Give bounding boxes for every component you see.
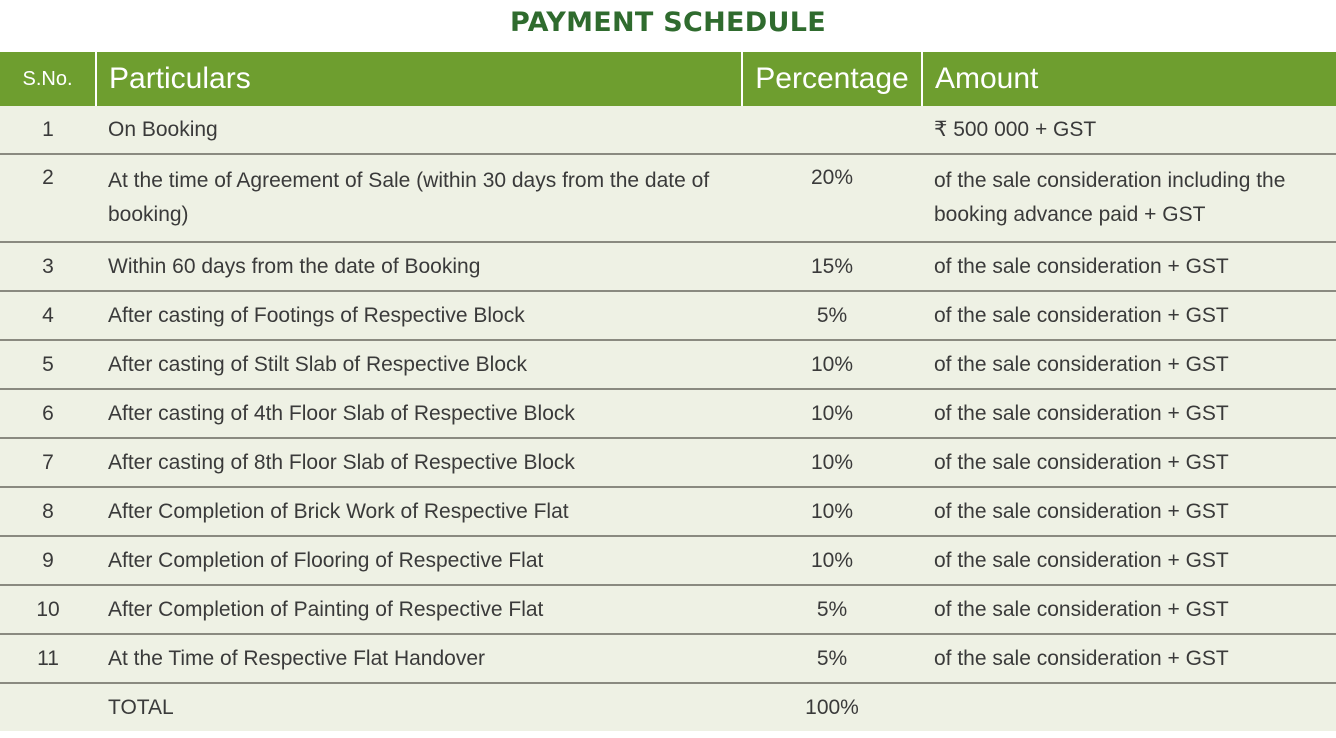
table-row: [0, 291, 1336, 340]
header-amount: Amount: [922, 52, 1336, 106]
row-amount: of the sale consideration + GST: [922, 536, 1336, 585]
table-row: [0, 487, 1336, 536]
row-particulars: After Completion of Painting of Respective Flat: [96, 585, 742, 634]
row-amount: of the sale consideration + GST: [922, 634, 1336, 683]
row-amount: of the sale consideration + GST: [922, 242, 1336, 291]
row-percentage: [742, 106, 922, 154]
row-particulars: Within 60 days from the date of Booking: [96, 242, 742, 291]
row-percentage: 10%: [742, 438, 922, 487]
row-percentage: 10%: [742, 487, 922, 536]
row-amount: of the sale consideration + GST: [922, 389, 1336, 438]
row-percentage: 10%: [742, 340, 922, 389]
row-percentage: 20%: [742, 154, 922, 242]
row-amount: of the sale consideration + GST: [922, 291, 1336, 340]
row-sno: 2: [0, 154, 96, 242]
row-amount: of the sale consideration including the booking advance paid + GST: [922, 154, 1336, 242]
total-amount-cell: [922, 683, 1336, 731]
table-row: [0, 340, 1336, 389]
row-sno: 1: [0, 106, 96, 154]
row-particulars: After casting of Footings of Respective Block: [96, 291, 742, 340]
table-header-row: [0, 52, 1336, 106]
header-sno: S.No.: [0, 52, 96, 106]
row-particulars: After Completion of Brick Work of Respective Flat: [96, 487, 742, 536]
row-amount: of the sale consideration + GST: [922, 585, 1336, 634]
row-particulars: At the Time of Respective Flat Handover: [96, 634, 742, 683]
row-sno: 9: [0, 536, 96, 585]
row-sno: 8: [0, 487, 96, 536]
row-sno: 5: [0, 340, 96, 389]
row-sno: 10: [0, 585, 96, 634]
row-particulars: On Booking: [96, 106, 742, 154]
row-sno: 11: [0, 634, 96, 683]
header-percentage: Percentage: [742, 52, 922, 106]
row-particulars: At the time of Agreement of Sale (within 30 days from the date of booking): [96, 154, 742, 242]
row-amount: of the sale consideration + GST: [922, 438, 1336, 487]
row-amount: of the sale consideration + GST: [922, 340, 1336, 389]
row-particulars: After Completion of Flooring of Respective Flat: [96, 536, 742, 585]
table-row: [0, 389, 1336, 438]
total-row: [0, 683, 1336, 731]
table-row: [0, 585, 1336, 634]
header-particulars: Particulars: [96, 52, 742, 106]
total-percentage: 100%: [742, 683, 922, 731]
table-row: [0, 634, 1336, 683]
row-sno: 3: [0, 242, 96, 291]
table-row: [0, 242, 1336, 291]
row-particulars: After casting of Stilt Slab of Respective Block: [96, 340, 742, 389]
table-row: [0, 536, 1336, 585]
row-percentage: 5%: [742, 291, 922, 340]
row-amount: ₹ 500 000 + GST: [922, 106, 1336, 154]
row-particulars: After casting of 8th Floor Slab of Respective Block: [96, 438, 742, 487]
table-row: [0, 154, 1336, 242]
row-particulars: After casting of 4th Floor Slab of Respective Block: [96, 389, 742, 438]
row-percentage: 10%: [742, 389, 922, 438]
payment-schedule-table: [0, 52, 1336, 731]
row-percentage: 15%: [742, 242, 922, 291]
total-label: TOTAL: [96, 683, 742, 731]
table-row: [0, 106, 1336, 154]
row-sno: 6: [0, 389, 96, 438]
row-amount: of the sale consideration + GST: [922, 487, 1336, 536]
row-percentage: 5%: [742, 634, 922, 683]
table-row: [0, 438, 1336, 487]
row-sno: 4: [0, 291, 96, 340]
row-percentage: 10%: [742, 536, 922, 585]
total-sno-cell: [0, 683, 96, 731]
row-sno: 7: [0, 438, 96, 487]
page-title: PAYMENT SCHEDULE: [510, 7, 826, 38]
row-percentage: 5%: [742, 585, 922, 634]
